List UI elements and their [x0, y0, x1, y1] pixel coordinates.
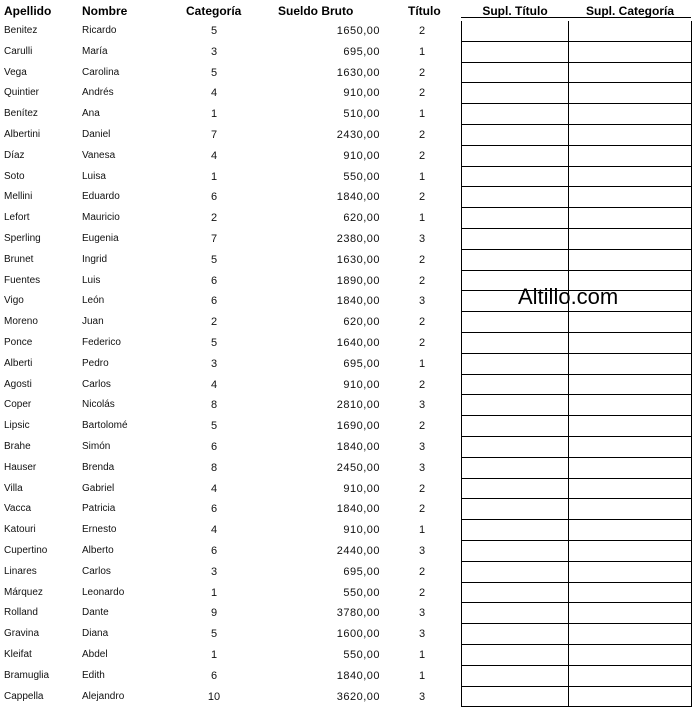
cell-nombre: Carlos: [82, 565, 111, 577]
cell-nombre: Bartolomé: [82, 420, 128, 432]
cell-nombre: Carolina: [82, 66, 120, 78]
supl-categoria-input-cell[interactable]: [568, 354, 692, 375]
cell-categoria: 2: [210, 316, 218, 329]
cell-nombre: Nicolás: [82, 399, 115, 411]
cell-sueldo-bruto: 2810,00: [336, 399, 380, 412]
cell-nombre: Pedro: [82, 357, 109, 369]
cell-sueldo-bruto: 1840,00: [336, 295, 380, 308]
cell-categoria: 4: [210, 524, 218, 537]
supl-titulo-input-cell[interactable]: [461, 312, 569, 333]
cell-nombre: Alberto: [82, 545, 114, 556]
supl-titulo-input-cell[interactable]: [461, 21, 569, 42]
cell-apellido: Benítez: [4, 108, 38, 120]
cell-sueldo-bruto: 695,00: [343, 357, 380, 370]
cell-apellido: Carulli: [4, 45, 33, 57]
cell-titulo: 2: [418, 87, 426, 100]
supl-categoria-input-cell[interactable]: [568, 687, 692, 708]
supl-categoria-input-cell[interactable]: [568, 624, 692, 645]
cell-nombre: Leonardo: [82, 586, 125, 598]
supl-titulo-input-cell[interactable]: [461, 63, 569, 84]
table-row: [0, 520, 700, 541]
header-supl-categoria: Supl. Categoría: [585, 4, 674, 18]
supl-titulo-input-cell[interactable]: [461, 42, 569, 63]
supl-titulo-input-cell[interactable]: [461, 520, 569, 541]
cell-nombre: Abdel: [82, 649, 108, 660]
table-row: [0, 416, 700, 437]
supl-titulo-input-cell[interactable]: [461, 499, 569, 520]
cell-apellido: Katouri: [4, 524, 36, 536]
cell-categoria: 6: [210, 295, 218, 308]
cell-apellido: Brunet: [4, 253, 34, 265]
cell-sueldo-bruto: 1630,00: [336, 253, 380, 266]
table-row: [0, 83, 700, 104]
cell-categoria: 1: [210, 108, 218, 121]
cell-categoria: 7: [210, 233, 218, 245]
table-row: [0, 583, 700, 604]
cell-sueldo-bruto: 2430,00: [336, 129, 380, 141]
header-nombre: Nombre: [82, 4, 128, 18]
cell-sueldo-bruto: 550,00: [343, 586, 380, 599]
table-row: [0, 42, 700, 63]
cell-nombre: Patricia: [82, 503, 116, 515]
supl-titulo-input-cell[interactable]: [461, 603, 569, 624]
cell-sueldo-bruto: 1890,00: [336, 274, 380, 287]
supl-titulo-input-cell[interactable]: [461, 479, 569, 500]
cell-sueldo-bruto: 550,00: [343, 649, 380, 661]
cell-titulo: 2: [418, 274, 426, 287]
cell-categoria: 4: [210, 482, 218, 495]
supl-categoria-input-cell[interactable]: [568, 458, 692, 479]
table-row: [0, 21, 700, 42]
supl-categoria-input-cell[interactable]: [568, 603, 692, 624]
cell-titulo: 2: [418, 316, 426, 329]
cell-nombre: Luisa: [82, 170, 106, 182]
cell-categoria: 1: [210, 170, 218, 183]
cell-categoria: 4: [210, 149, 218, 162]
cell-titulo: 2: [418, 129, 426, 141]
cell-sueldo-bruto: 1690,00: [336, 420, 380, 433]
cell-apellido: Bramuglia: [4, 669, 50, 681]
cell-nombre: Gabriel: [82, 482, 115, 494]
cell-titulo: 2: [418, 565, 426, 578]
cell-categoria: 6: [210, 545, 218, 557]
cell-sueldo-bruto: 2450,00: [336, 461, 380, 474]
supl-categoria-input-cell[interactable]: [568, 666, 692, 687]
cell-nombre: Vanesa: [82, 149, 116, 161]
cell-titulo: 2: [418, 25, 426, 37]
cell-nombre: Daniel: [82, 129, 111, 140]
cell-categoria: 7: [210, 129, 218, 141]
cell-nombre: Carlos: [82, 378, 111, 390]
supl-titulo-input-cell[interactable]: [461, 666, 569, 687]
cell-nombre: Luis: [82, 274, 101, 286]
cell-sueldo-bruto: 1640,00: [336, 337, 380, 349]
supl-titulo-input-cell[interactable]: [461, 458, 569, 479]
cell-sueldo-bruto: 1840,00: [336, 503, 380, 516]
cell-apellido: Benitez: [4, 25, 38, 36]
cell-sueldo-bruto: 550,00: [343, 170, 380, 183]
cell-titulo: 1: [418, 357, 426, 370]
table-row: [0, 666, 700, 687]
cell-apellido: Coper: [4, 399, 32, 411]
supl-categoria-input-cell[interactable]: [568, 395, 692, 416]
supl-titulo-input-cell[interactable]: [461, 229, 569, 250]
cell-apellido: Lefort: [4, 212, 30, 224]
cell-titulo: 2: [418, 586, 426, 599]
cell-apellido: Mellini: [4, 191, 33, 203]
header-apellido: Apellido: [4, 4, 52, 18]
cell-sueldo-bruto: 695,00: [343, 565, 380, 578]
cell-nombre: Diana: [82, 628, 109, 640]
supl-categoria-input-cell[interactable]: [568, 63, 692, 84]
supl-categoria-input-cell[interactable]: [568, 229, 692, 250]
cell-apellido: Quintier: [4, 87, 40, 99]
cell-apellido: Márquez: [4, 586, 43, 598]
cell-titulo: 1: [418, 108, 426, 121]
supl-categoria-input-cell[interactable]: [568, 125, 692, 146]
cell-apellido: Díaz: [4, 149, 25, 161]
supl-titulo-input-cell[interactable]: [461, 541, 569, 562]
supl-titulo-input-cell[interactable]: [461, 624, 569, 645]
cell-apellido: Albertini: [4, 129, 41, 140]
cell-categoria: 5: [210, 337, 218, 349]
supl-titulo-input-cell[interactable]: [461, 375, 569, 396]
cell-apellido: Alberti: [4, 357, 33, 369]
supl-categoria-input-cell[interactable]: [568, 83, 692, 104]
cell-categoria: 1: [210, 586, 218, 599]
cell-apellido: Lipsic: [4, 420, 30, 432]
cell-sueldo-bruto: 2380,00: [336, 233, 380, 245]
supl-categoria-input-cell[interactable]: [568, 520, 692, 541]
table-row: [0, 458, 700, 479]
supl-categoria-input-cell[interactable]: [568, 21, 692, 42]
table-row: [0, 375, 700, 396]
cell-categoria: 3: [210, 565, 218, 578]
cell-categoria: 6: [210, 441, 218, 453]
supl-categoria-input-cell[interactable]: [568, 562, 692, 583]
cell-apellido: Vigo: [4, 295, 24, 307]
supl-titulo-input-cell[interactable]: [461, 104, 569, 125]
cell-apellido: Vega: [4, 66, 27, 78]
supl-titulo-input-cell[interactable]: [461, 167, 569, 188]
cell-sueldo-bruto: 910,00: [343, 524, 380, 537]
cell-nombre: Ana: [82, 108, 100, 120]
cell-titulo: 1: [418, 649, 426, 661]
cell-nombre: Brenda: [82, 461, 115, 473]
table-row: [0, 541, 700, 562]
cell-sueldo-bruto: 910,00: [343, 149, 380, 162]
cell-titulo: 1: [418, 669, 426, 682]
cell-apellido: Fuentes: [4, 274, 41, 286]
cell-apellido: Cupertino: [4, 545, 48, 556]
table-row: [0, 125, 700, 146]
cell-apellido: Cappella: [4, 690, 44, 702]
supl-titulo-input-cell[interactable]: [461, 333, 569, 354]
cell-categoria: 5: [210, 25, 218, 37]
answer-grid-top-border: [461, 17, 691, 18]
cell-titulo: 1: [418, 170, 426, 183]
cell-categoria: 4: [210, 87, 218, 100]
supl-titulo-input-cell[interactable]: [461, 125, 569, 146]
watermark: Altillo.com: [518, 284, 619, 309]
cell-titulo: 2: [418, 66, 426, 79]
cell-titulo: 1: [418, 212, 426, 225]
cell-titulo: 2: [418, 253, 426, 266]
supl-titulo-input-cell[interactable]: [461, 437, 569, 458]
cell-nombre: Eugenia: [82, 233, 119, 244]
cell-sueldo-bruto: 1840,00: [336, 441, 380, 453]
table-row: [0, 687, 700, 708]
header-sueldo-bruto: Sueldo Bruto: [278, 4, 354, 18]
cell-apellido: Agosti: [4, 378, 32, 390]
supl-titulo-input-cell[interactable]: [461, 187, 569, 208]
cell-titulo: 1: [418, 45, 426, 58]
cell-nombre: María: [82, 45, 108, 57]
cell-apellido: Villa: [4, 482, 23, 494]
supl-categoria-input-cell[interactable]: [568, 437, 692, 458]
supl-categoria-input-cell[interactable]: [568, 541, 692, 562]
cell-apellido: Rolland: [4, 607, 38, 619]
supl-titulo-input-cell[interactable]: [461, 395, 569, 416]
table-row: [0, 312, 700, 333]
table-row: [0, 354, 700, 375]
cell-apellido: Linares: [4, 565, 37, 577]
cell-apellido: Sperling: [4, 233, 41, 244]
cell-nombre: Eduardo: [82, 191, 120, 203]
cell-titulo: 3: [418, 399, 426, 412]
supl-titulo-input-cell[interactable]: [461, 250, 569, 271]
cell-titulo: 2: [418, 191, 426, 204]
table-row: [0, 208, 700, 229]
table-row: [0, 104, 700, 125]
cell-categoria: 5: [210, 253, 218, 266]
cell-sueldo-bruto: 1650,00: [336, 25, 380, 37]
cell-nombre: Federico: [82, 337, 121, 348]
cell-titulo: 1: [418, 524, 426, 537]
table-row: [0, 479, 700, 500]
cell-sueldo-bruto: 910,00: [343, 87, 380, 100]
table-row: [0, 645, 700, 666]
cell-titulo: 2: [418, 378, 426, 391]
cell-categoria: 1: [210, 649, 218, 661]
cell-categoria: 6: [210, 503, 218, 516]
cell-nombre: Dante: [82, 607, 109, 619]
supl-categoria-input-cell[interactable]: [568, 645, 692, 666]
supl-titulo-input-cell[interactable]: [461, 416, 569, 437]
table-row: [0, 167, 700, 188]
cell-sueldo-bruto: 910,00: [343, 378, 380, 391]
table-row: [0, 63, 700, 84]
cell-categoria: 5: [210, 628, 218, 641]
cell-nombre: Juan: [82, 316, 104, 328]
supl-titulo-input-cell[interactable]: [461, 83, 569, 104]
table-row: [0, 437, 700, 458]
cell-categoria: 3: [210, 45, 218, 58]
cell-titulo: 2: [418, 503, 426, 516]
supl-titulo-input-cell[interactable]: [461, 354, 569, 375]
cell-titulo: 2: [418, 420, 426, 433]
cell-categoria: 6: [210, 669, 218, 682]
supl-titulo-input-cell[interactable]: [461, 208, 569, 229]
header-titulo: Título: [408, 4, 441, 18]
cell-titulo: 3: [418, 690, 426, 703]
cell-categoria: 10: [207, 690, 221, 703]
header-categoria: Categoría: [186, 4, 242, 18]
cell-sueldo-bruto: 2440,00: [336, 545, 380, 557]
supl-categoria-input-cell[interactable]: [568, 375, 692, 396]
table-row: [0, 624, 700, 645]
cell-sueldo-bruto: 3780,00: [336, 607, 380, 620]
cell-sueldo-bruto: 620,00: [343, 212, 380, 225]
supl-titulo-input-cell[interactable]: [461, 583, 569, 604]
header-supl-titulo: Supl. Título: [482, 4, 548, 18]
cell-categoria: 2: [210, 212, 218, 225]
cell-apellido: Soto: [4, 170, 25, 182]
cell-categoria: 6: [210, 274, 218, 287]
cell-categoria: 9: [210, 607, 218, 620]
supl-categoria-input-cell[interactable]: [568, 146, 692, 167]
cell-sueldo-bruto: 510,00: [343, 108, 380, 121]
table-row: [0, 499, 700, 520]
cell-apellido: Kleifat: [4, 649, 32, 660]
supl-categoria-input-cell[interactable]: [568, 583, 692, 604]
cell-categoria: 6: [210, 191, 218, 204]
cell-sueldo-bruto: 620,00: [343, 316, 380, 329]
cell-nombre: Ernesto: [82, 524, 117, 536]
cell-nombre: Simón: [82, 441, 111, 452]
cell-nombre: Andrés: [82, 87, 114, 99]
cell-apellido: Ponce: [4, 337, 33, 348]
table-row: [0, 395, 700, 416]
cell-nombre: Edith: [82, 669, 105, 681]
table-row: [0, 187, 700, 208]
supl-categoria-input-cell[interactable]: [568, 499, 692, 520]
cell-categoria: 3: [210, 357, 218, 370]
cell-nombre: Ingrid: [82, 253, 108, 265]
cell-apellido: Hauser: [4, 461, 37, 473]
cell-titulo: 2: [418, 337, 426, 349]
cell-sueldo-bruto: 1840,00: [336, 669, 380, 682]
cell-titulo: 2: [418, 149, 426, 162]
cell-apellido: Vacca: [4, 503, 32, 515]
table-row: [0, 562, 700, 583]
cell-titulo: 3: [418, 461, 426, 474]
supl-titulo-input-cell[interactable]: [461, 146, 569, 167]
table-row: [0, 603, 700, 624]
table-row: [0, 229, 700, 250]
supl-categoria-input-cell[interactable]: [568, 312, 692, 333]
cell-categoria: 4: [210, 378, 218, 391]
table-row: [0, 333, 700, 354]
cell-apellido: Brahe: [4, 441, 31, 452]
cell-categoria: 8: [210, 461, 218, 474]
supl-titulo-input-cell[interactable]: [461, 645, 569, 666]
cell-titulo: 3: [418, 441, 426, 453]
cell-titulo: 3: [418, 607, 426, 620]
supl-categoria-input-cell[interactable]: [568, 479, 692, 500]
cell-categoria: 8: [210, 399, 218, 412]
cell-sueldo-bruto: 695,00: [343, 45, 380, 58]
cell-nombre: Ricardo: [82, 25, 117, 36]
cell-apellido: Moreno: [4, 316, 38, 328]
cell-titulo: 3: [418, 233, 426, 245]
cell-nombre: Mauricio: [82, 212, 120, 224]
supl-categoria-input-cell[interactable]: [568, 416, 692, 437]
supl-categoria-input-cell[interactable]: [568, 42, 692, 63]
supl-categoria-input-cell[interactable]: [568, 104, 692, 125]
cell-categoria: 5: [210, 420, 218, 433]
cell-sueldo-bruto: 1630,00: [336, 66, 380, 79]
cell-titulo: 3: [418, 628, 426, 641]
cell-sueldo-bruto: 910,00: [343, 482, 380, 495]
table-row: [0, 146, 700, 167]
cell-apellido: Gravina: [4, 628, 40, 640]
supl-categoria-input-cell[interactable]: [568, 187, 692, 208]
cell-nombre: Alejandro: [82, 690, 125, 702]
cell-sueldo-bruto: 3620,00: [336, 690, 380, 703]
cell-sueldo-bruto: 1840,00: [336, 191, 380, 204]
supl-titulo-input-cell[interactable]: [461, 687, 569, 708]
cell-titulo: 2: [418, 482, 426, 495]
table-row: [0, 250, 700, 271]
supl-categoria-input-cell[interactable]: [568, 208, 692, 229]
cell-titulo: 3: [418, 295, 426, 308]
cell-categoria: 5: [210, 66, 218, 79]
supl-categoria-input-cell[interactable]: [568, 167, 692, 188]
supl-categoria-input-cell[interactable]: [568, 333, 692, 354]
cell-sueldo-bruto: 1600,00: [336, 628, 380, 641]
cell-nombre: León: [82, 295, 105, 307]
supl-categoria-input-cell[interactable]: [568, 250, 692, 271]
supl-titulo-input-cell[interactable]: [461, 562, 569, 583]
cell-titulo: 3: [418, 545, 426, 557]
